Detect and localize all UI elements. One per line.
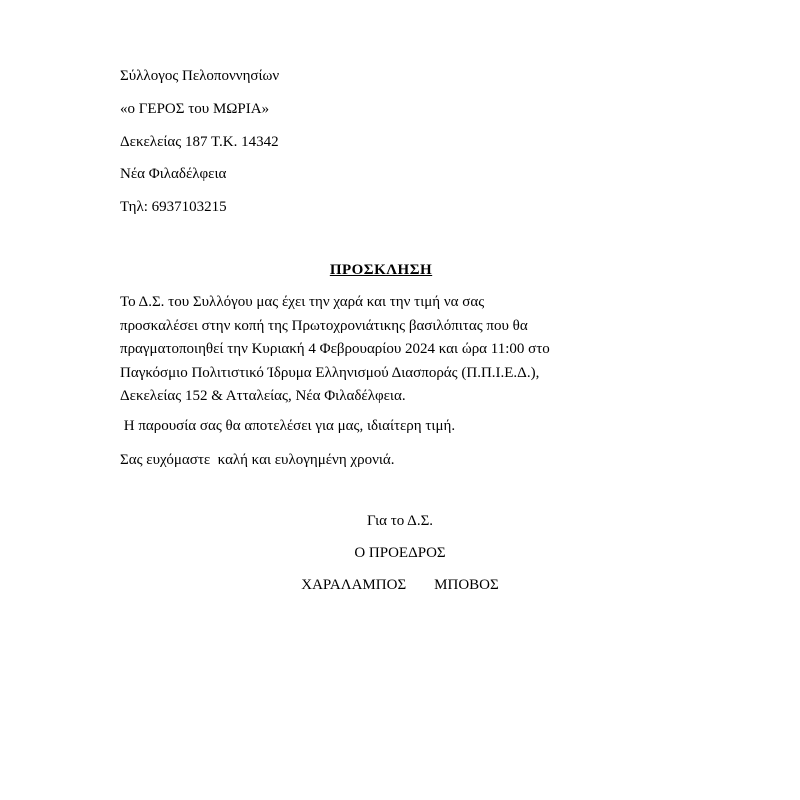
- sender-city: Νέα Φιλαδέλφεια: [120, 166, 227, 182]
- signature-role: Ο ΠΡΟΕΔΡΟΣ: [354, 545, 446, 561]
- body-paragraph-1-line: προσκαλέσει στην κοπή της Πρωτοχρονιάτικης βασιλόπιτας που θα: [120, 317, 528, 334]
- body-paragraph-1-line: Δεκελείας 152 & Ατταλείας, Νέα Φιλαδέλφεια.: [120, 388, 406, 404]
- body-paragraph-3: Σας ευχόμαστε καλή και ευλογημένη χρονιά.: [120, 452, 395, 468]
- signature-for-board: Για το Δ.Σ.: [366, 513, 434, 529]
- sender-org: Σύλλογος Πελοποννησίων: [120, 68, 280, 84]
- sender-phone: Τηλ: 6937103215: [120, 199, 227, 215]
- sender-address: Δεκελείας 187 Τ.Κ. 14342: [120, 134, 279, 150]
- signature-last-name: ΜΠΟΒΟΣ: [434, 577, 499, 593]
- signature-name: [0, 577, 800, 594]
- sender-club: «ο ΓΕΡΟΣ του ΜΩΡΙΑ»: [120, 101, 270, 117]
- document-title: ΠΡΟΣΚΛΗΣΗ: [329, 262, 433, 278]
- signature-first-name: ΧΑΡΑΛΑΜΠΟΣ: [301, 577, 407, 593]
- body-paragraph-2: Η παρουσία σας θα αποτελέσει για μας, ιδιαίτερη τιμή.: [120, 418, 456, 434]
- body-paragraph-1-line: Παγκόσμιο Πολιτιστικό Ίδρυμα Ελληνισμού Διασποράς (Π.Π.Ι.Ε.Δ.),: [120, 364, 540, 381]
- body-paragraph-1: [120, 291, 720, 409]
- body-paragraph-1-line: πραγματοποιηθεί την Κυριακή 4 Φεβρουαρίου 2024 και ώρα 11:00 στο: [120, 341, 550, 357]
- body-paragraph-1-line: Το Δ.Σ. του Συλλόγου μας έχει την χαρά και την τιμή να σας: [120, 294, 485, 310]
